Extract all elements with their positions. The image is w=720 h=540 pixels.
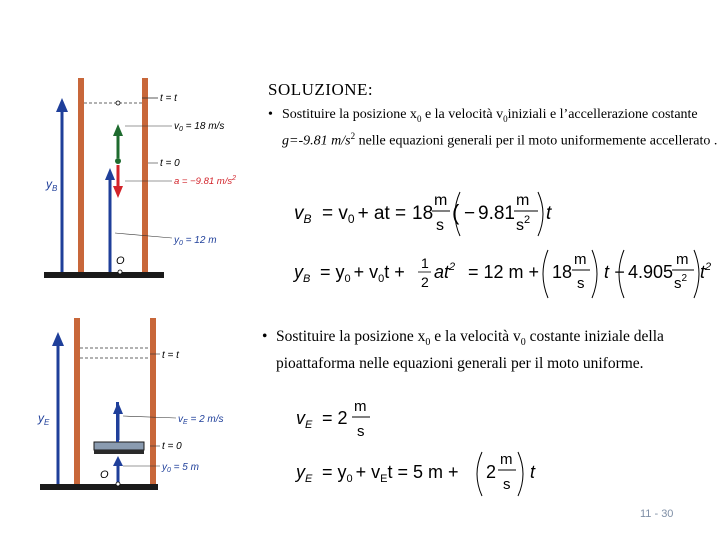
label-t0: t = 0	[160, 158, 180, 169]
svg-text:9.81: 9.81	[478, 203, 515, 224]
right-wall	[150, 318, 156, 490]
yB-arrow-head	[56, 98, 68, 112]
svg-text:t: t	[546, 203, 552, 224]
figure-top	[30, 78, 262, 288]
platform	[94, 442, 144, 450]
label-v0: $v_0 = 18$ m/s	[174, 121, 225, 133]
svg-text:s: s	[436, 217, 444, 234]
svg-text:4.905: 4.905	[628, 262, 674, 282]
label-yB: $y_B$	[46, 177, 58, 193]
left-wall	[74, 318, 80, 490]
svg-text:1: 1	[421, 255, 429, 271]
svg-text:m: m	[516, 192, 530, 209]
label-a: a = −9.81 $m/s^2$	[174, 175, 236, 187]
svg-text:= 2: = 2	[322, 408, 348, 428]
label-y0: $y_0 = 12$ m	[174, 235, 217, 247]
bullet-1-text: Sostituire la posizione $x_0$ e la velocità $v_0iniziali$ e l’accellerazione costante g=-9.81 $m/s^2$ nelle equazioni generali per il moto uniformemente accellerato .	[282, 107, 718, 149]
label-t-equals-t: t = t	[162, 350, 179, 361]
ground	[44, 272, 164, 278]
svg-text:yB: $y_B$	[294, 262, 311, 285]
left-wall	[78, 78, 84, 274]
svg-text:m: m	[354, 398, 367, 415]
svg-text:18: 18	[552, 262, 573, 282]
svg-text:2: 2	[421, 274, 429, 290]
slide-number: 11 - 30	[640, 508, 674, 520]
equation-vE	[292, 394, 412, 444]
bullet-dot: •	[268, 107, 273, 122]
svg-text:at2: $at^2$	[434, 261, 456, 282]
svg-text:t: t	[530, 462, 536, 482]
ball	[115, 158, 121, 164]
bullet-dot: •	[262, 328, 268, 345]
svg-text:s: s	[357, 423, 365, 440]
slide-title: SOLUZIONE:	[268, 80, 374, 99]
svg-text:m: m	[574, 251, 587, 268]
svg-text:vE: $v_E$	[296, 408, 313, 431]
svg-text:t2: $t^2$	[700, 261, 712, 282]
svg-text:= y0+ v0t +: = $y_0 + v_0t$ +	[320, 262, 405, 285]
bullet-1	[268, 106, 718, 149]
svg-text:s: s	[503, 476, 511, 493]
label-t0: t = 0	[162, 441, 182, 452]
equation-yB	[290, 244, 720, 302]
bullet-2	[262, 326, 712, 374]
svg-text:t −: t −	[604, 262, 625, 282]
label-O: O	[116, 255, 125, 267]
bullet-2-text: Sostituire la posizione $x_0$ e la velocità $v_0$ costante iniziale della pioattaforma nelle equazioni generali per il moto uniforme.	[276, 328, 664, 373]
right-wall	[142, 78, 148, 274]
svg-text:s: s	[577, 275, 585, 292]
equation-vB	[290, 186, 570, 242]
svg-text:(: (	[452, 200, 460, 225]
svg-text:= 12 m +: = 12 m +	[468, 262, 540, 282]
svg-text:= y0+ vEt = 5 m +: = $y_0 + v_Et = 5$ m +	[322, 462, 459, 485]
figure-bottom	[30, 318, 262, 496]
svg-text:s2: $s^2$	[674, 273, 688, 292]
svg-text:18: 18	[412, 203, 434, 224]
label-y0: $y_0 = 5$ m	[162, 462, 199, 474]
label-yE: $y_E$	[38, 411, 50, 427]
svg-text:s2: $s^2$	[516, 214, 531, 234]
label-O: O	[100, 469, 109, 481]
label-t-equals-t: t = t	[160, 93, 177, 104]
svg-text:= v0+ at =: = $v_0$ + at =	[322, 203, 407, 226]
svg-text:m: m	[500, 451, 513, 468]
svg-text:yE: $y_E$	[296, 462, 313, 485]
svg-text:m: m	[676, 251, 689, 268]
ground	[40, 484, 158, 490]
svg-text:vB: $v_B$	[294, 203, 312, 226]
svg-text:m: m	[434, 192, 448, 209]
svg-text:−: −	[464, 203, 476, 224]
svg-text:2: 2	[486, 462, 497, 482]
equation-yE	[292, 446, 552, 500]
label-vE: $v_E = 2$ m/s	[178, 414, 224, 426]
